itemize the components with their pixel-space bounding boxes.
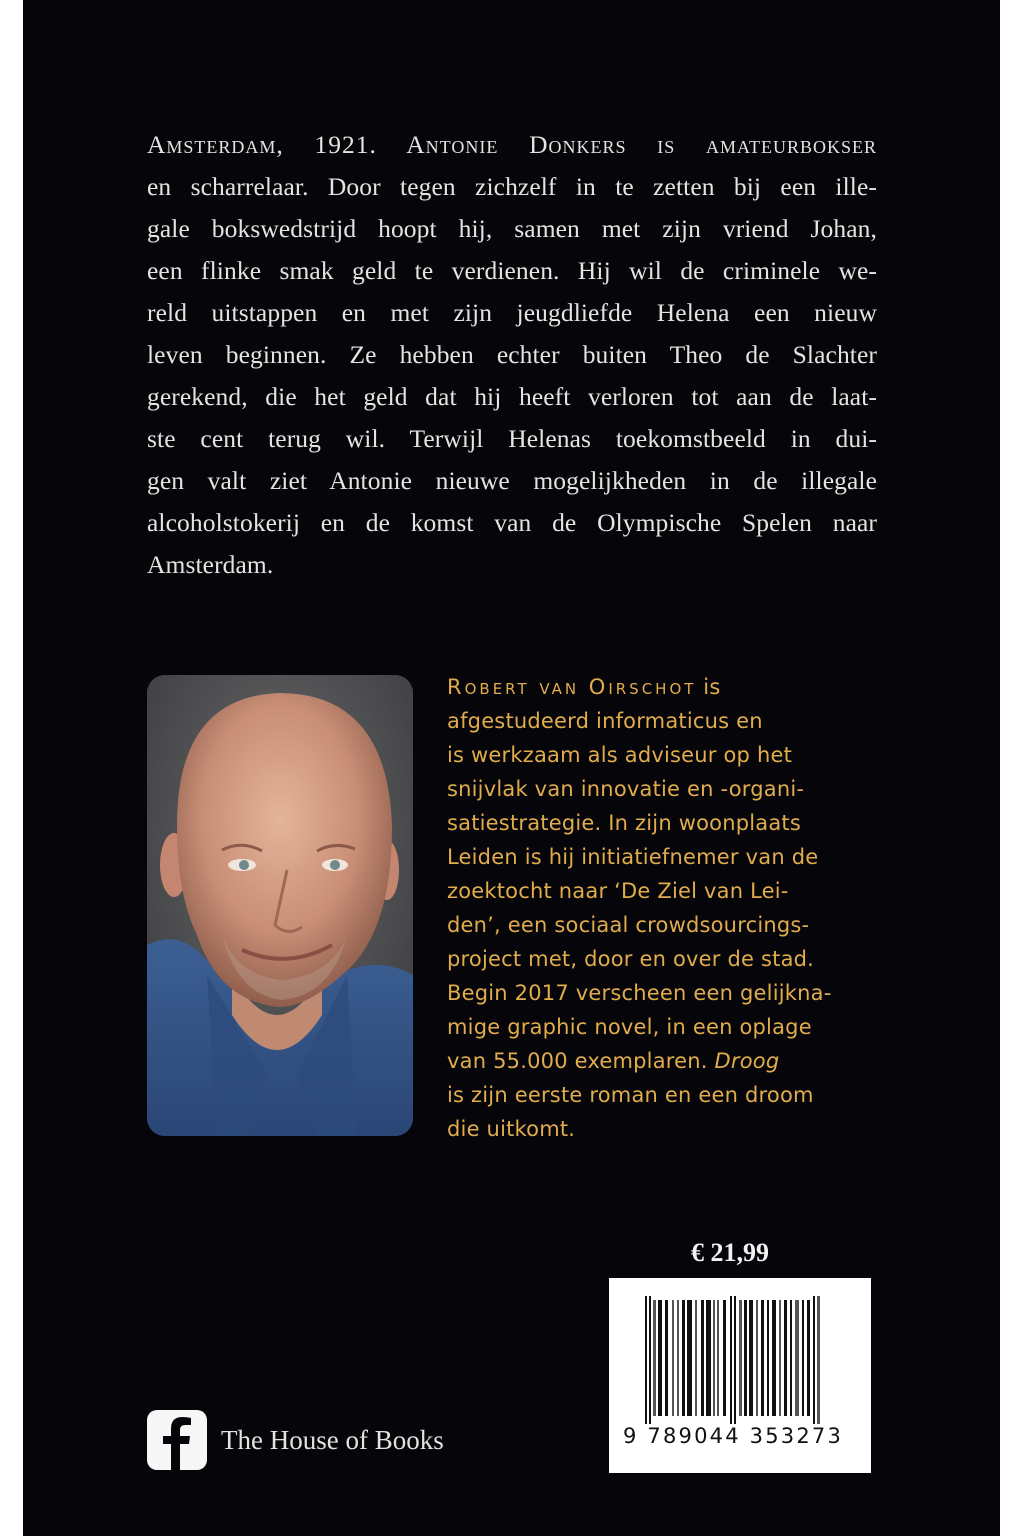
author-name: Robert van Oirschot (447, 675, 697, 699)
bio-line: project met, door en over de stad. (447, 947, 815, 971)
price-label: € 21,99 (691, 1238, 769, 1267)
blurb-line (147, 124, 877, 166)
bio-line: zoektocht naar ‘De Ziel van Lei- (447, 879, 789, 903)
blurb-line: gerekend, die het geld dat hij heeft verloren tot aan de laat- (147, 382, 877, 411)
bio-line: is werkzaam als adviseur op het (447, 743, 793, 767)
publisher-name: The House of Books (221, 1424, 444, 1455)
publisher-block (147, 1410, 444, 1470)
bio-line: Robert van Oirschot is (447, 675, 721, 699)
blurb-line: gale bokswedstrijd hoopt hij, samen met zijn vriend Johan, (147, 214, 877, 243)
bio-line: mige graphic novel, in een oplage (447, 1015, 812, 1039)
blurb-line: Amsterdam. (147, 550, 274, 579)
book-title-italic: Droog (714, 1049, 780, 1073)
bio-line: snijvlak van innovatie en -organi- (447, 777, 805, 801)
isbn-barcode (609, 1278, 871, 1473)
facebook-icon[interactable] (147, 1410, 207, 1470)
bio-line: die uitkomt. (447, 1117, 576, 1141)
author-bio (447, 670, 867, 1146)
blurb-line: reld uitstappen en met zijn jeugdliefde Helena een nieuw (147, 298, 877, 327)
blurb-line: en scharrelaar. Door tegen zichzelf in te zetten bij een ille- (147, 172, 877, 201)
bio-line: den’, een sociaal crowdsourcings- (447, 913, 810, 937)
bio-line: Leiden is hij initiatiefnemer van de (447, 845, 819, 869)
blurb-opening-smallcaps: Amsterdam, 1921. Antonie Donkers is amateurbokser (147, 130, 877, 159)
isbn-number: 9 789044 353273 (623, 1424, 844, 1448)
bio-line: van 55.000 exemplaren. Droog (447, 1049, 780, 1073)
bio-line: Begin 2017 verscheen een gelijkna- (447, 981, 832, 1005)
blurb-line: een flinke smak geld te verdienen. Hij wil de criminele we- (147, 256, 877, 285)
bio-line: is zijn eerste roman en een droom (447, 1083, 814, 1107)
blurb-line: ste cent terug wil. Terwijl Helenas toekomstbeeld in dui- (147, 424, 877, 453)
blurb-line: gen valt ziet Antonie nieuwe mogelijkheden in de illegale (147, 466, 877, 495)
barcode-bars (609, 1278, 871, 1428)
bio-line: satiestrategie. In zijn woonplaats (447, 811, 801, 835)
blurb-text (147, 124, 877, 586)
blurb-line: alcoholstokerij en de komst van de Olympische Spelen naar (147, 508, 877, 537)
book-back-cover (23, 0, 1000, 1536)
blurb-line: leven beginnen. Ze hebben echter buiten Theo de Slachter (147, 340, 877, 369)
author-photo (147, 675, 413, 1136)
bio-line: afgestudeerd informaticus en (447, 709, 763, 733)
